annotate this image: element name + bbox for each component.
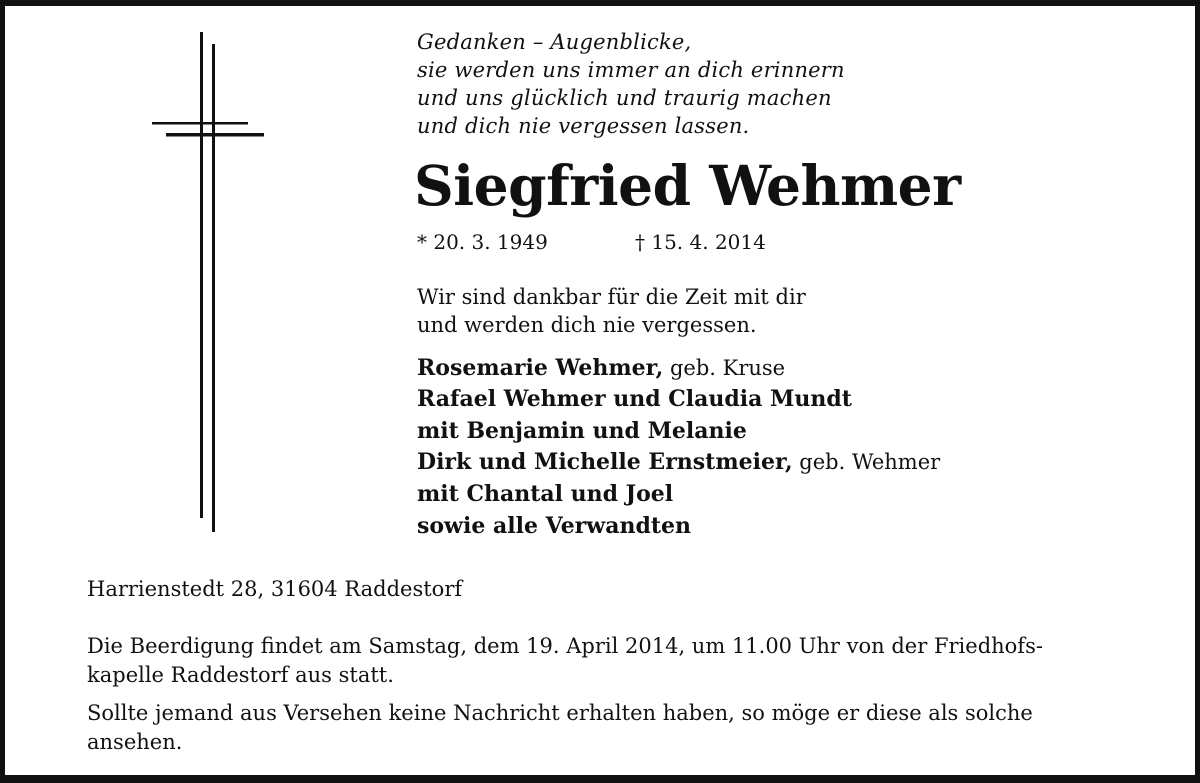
mourner-maiden-name: geb. Wehmer bbox=[792, 450, 941, 474]
notice-line: Sollte jemand aus Versehen keine Nachricht erhalten haben, so möge er diese als solche bbox=[87, 701, 1033, 725]
mourner-benjamin bbox=[417, 415, 940, 447]
memorial-poem bbox=[417, 28, 845, 140]
mourners-list bbox=[417, 352, 940, 542]
address: Harrienstedt 28, 31604 Raddestorf bbox=[87, 577, 463, 601]
mourner-name: sowie alle Verwandten bbox=[417, 513, 692, 539]
poem-line: sie werden uns immer an dich erinnern bbox=[417, 58, 845, 82]
funeral-line: kapelle Raddestorf aus statt. bbox=[87, 663, 394, 687]
life-dates bbox=[417, 228, 766, 256]
thanks-line: und werden dich nie vergessen. bbox=[417, 313, 757, 337]
mourner-rosemarie bbox=[417, 352, 940, 384]
funeral-info bbox=[87, 632, 1043, 690]
mourner-maiden-name: geb. Kruse bbox=[663, 356, 786, 380]
notice-text bbox=[87, 699, 1033, 757]
cross-vertical-bar-left bbox=[200, 32, 203, 518]
thanks-text bbox=[417, 283, 806, 339]
mourner-name: Rosemarie Wehmer, bbox=[417, 355, 664, 381]
notice-line: ansehen. bbox=[87, 730, 183, 754]
mourner-rafael bbox=[417, 384, 940, 415]
mourner-dirk bbox=[417, 447, 940, 478]
cross-icon bbox=[150, 32, 266, 532]
mourner-chantal bbox=[417, 478, 940, 510]
mourner-relatives bbox=[417, 510, 940, 542]
thanks-line: Wir sind dankbar für die Zeit mit dir bbox=[417, 285, 806, 309]
poem-line: und dich nie vergessen lassen. bbox=[417, 114, 750, 138]
cross-horizontal-bar-top bbox=[152, 122, 248, 125]
mourner-name: Dirk und Michelle Ernstmeier, bbox=[417, 449, 793, 475]
cross-horizontal-bar-bottom bbox=[166, 133, 264, 137]
poem-line: Gedanken – Augenblicke, bbox=[417, 30, 692, 54]
funeral-line: Die Beerdigung findet am Samstag, dem 19. April 2014, um 11.00 Uhr von der Friedhofs- bbox=[87, 634, 1043, 658]
deceased-name: Siegfried Wehmer bbox=[414, 153, 961, 218]
poem-line: und uns glücklich und traurig machen bbox=[417, 86, 832, 110]
cross-vertical-bar-right bbox=[212, 44, 215, 532]
mourner-name: mit Benjamin und Melanie bbox=[417, 418, 747, 444]
mourner-name: mit Chantal und Joel bbox=[417, 481, 674, 507]
mourner-name: Rafael Wehmer und Claudia Mundt bbox=[417, 386, 852, 412]
birth-date: * 20. 3. 1949 bbox=[417, 230, 548, 254]
death-date: † 15. 4. 2014 bbox=[635, 230, 766, 254]
